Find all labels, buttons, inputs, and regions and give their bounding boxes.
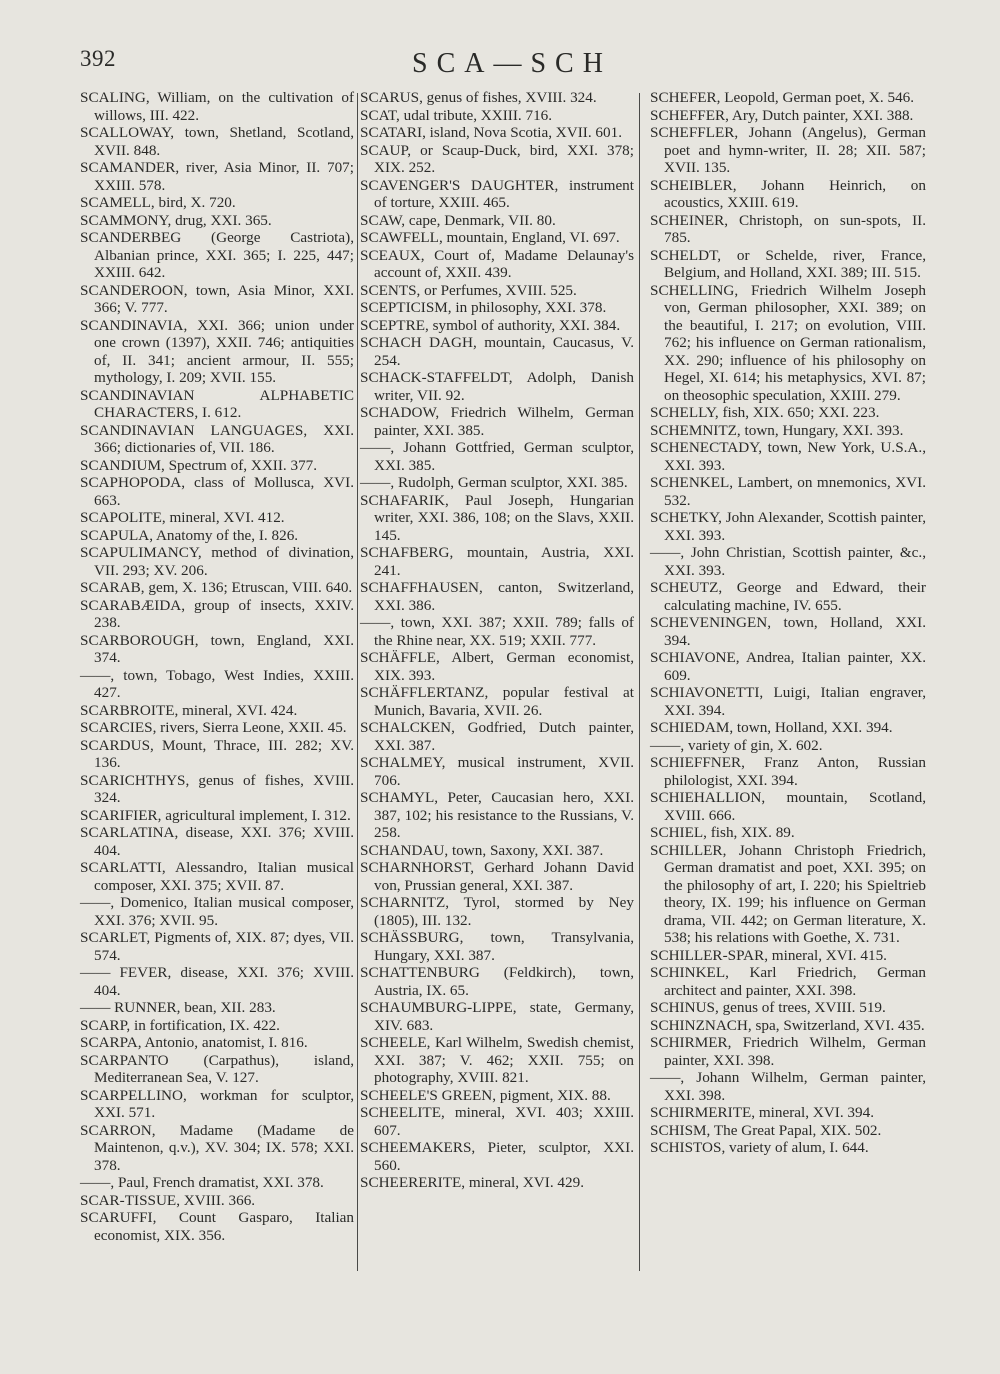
index-entry: SCAW, cape, Denmark, VII. 80.: [360, 211, 556, 229]
index-entry: SCHINZNACH, spa, Switzerland, XVI. 435.: [650, 1016, 925, 1034]
index-entry: SCAR-TISSUE, XVIII. 366.: [80, 1191, 256, 1209]
index-entry: ——, Paul, French dramatist, XXI. 378.: [80, 1174, 324, 1191]
index-entry: SCHELLY, fish, XIX. 650; XXI. 223.: [650, 404, 880, 421]
index-entry: SCAT, udal tribute, XXIII. 716.: [360, 106, 553, 124]
index-entry: SCHEFFER, Ary, Dutch painter, XXI. 388.: [650, 106, 914, 124]
index-entry: SCHANDAU, town, Saxony, XXI. 387.: [360, 841, 604, 859]
index-entry: SCARUFFI, Count Gasparo, Italian economist, XIX. 356.: [80, 1209, 354, 1244]
page-number: 392: [80, 46, 116, 71]
index-entry: SCHIRMER, Friedrich Wilhelm, German painter, XXI. 398.: [650, 1034, 926, 1069]
index-entry: SCALING, William, on the cultivation of willows, III. 422.: [80, 89, 354, 124]
index-entry: ——, Domenico, Italian musical composer, XXI. 376; XVII. 95.: [80, 894, 354, 929]
index-entry: SCAPOLITE, mineral, XVI. 412.: [80, 509, 285, 526]
index-entry: SCHEEMAKERS, Pieter, sculptor, XXI. 560.: [360, 1139, 634, 1174]
index-entry: SCARRON, Madame (Madame de Maintenon, q.v.), XV. 304; IX. 578; XXI. 378.: [80, 1121, 354, 1174]
index-entry: ——, Johann Wilhelm, German painter, XXI. 398.: [650, 1069, 926, 1104]
index-entry: SCANDIUM, Spectrum of, XXII. 377.: [80, 456, 318, 474]
index-entry: SCARCIES, rivers, Sierra Leone, XXII. 45.: [80, 719, 347, 736]
index-entry: SCAPULIMANCY, method of divination, VII. 293; XV. 206.: [80, 544, 354, 579]
index-entry: SCATARI, island, Nova Scotia, XVII. 601.: [360, 124, 623, 141]
index-entry: SCARPANTO (Carpathus), island, Mediterranean Sea, V. 127.: [80, 1051, 354, 1086]
index-entry: SCHACH DAGH, mountain, Caucasus, V. 254.: [360, 334, 634, 369]
index-entry: SCANDINAVIAN LANGUAGES, XXI. 366; dictionaries of, VII. 186.: [80, 421, 354, 456]
index-entry: SCARPA, Antonio, anatomist, I. 816.: [80, 1034, 308, 1051]
index-entry: SCHAFARIK, Paul Joseph, Hungarian writer, XXI. 386, 108; on the Slavs, XXII. 145.: [360, 491, 634, 544]
index-entry: SCHINKEL, Karl Friedrich, German architect and painter, XXI. 398.: [650, 964, 926, 999]
index-entry: SCARICHTHYS, genus of fishes, XVIII. 324.: [80, 771, 354, 806]
index-entry: SCHALCKEN, Godfried, Dutch painter, XXI. 387.: [360, 719, 634, 754]
index-entry: SCHINUS, genus of trees, XVIII. 519.: [650, 999, 886, 1016]
index-entry: SCALLOWAY, town, Shetland, Scotland, XVII. 848.: [80, 124, 354, 159]
index-entry: SCHEINER, Christoph, on sun-spots, II. 785.: [650, 211, 926, 246]
index-entry: ——, town, Tobago, West Indies, XXIII. 427.: [80, 666, 354, 701]
index-entry: SCHISM, The Great Papal, XIX. 502.: [650, 1121, 882, 1139]
index-entry: ——, John Christian, Scottish painter, &c., XXI. 393.: [650, 544, 926, 579]
index-entry: ——, variety of gin, X. 602.: [650, 736, 823, 754]
index-entry: SCARBOROUGH, town, England, XXI. 374.: [80, 631, 354, 666]
index-entry: SCHEELE'S GREEN, pigment, XIX. 88.: [360, 1086, 611, 1104]
index-entry: SCAUP, or Scaup-Duck, bird, XXI. 378; XIX. 252.: [360, 141, 634, 176]
index-entry: SCHIAVONETTI, Luigi, Italian engraver, XXI. 394.: [650, 684, 926, 719]
index-column-1: [80, 89, 354, 1244]
index-entry: SCHAUMBURG-LIPPE, state, Germany, XIV. 683.: [360, 999, 634, 1034]
index-entry: SCANDEROON, town, Asia Minor, XXI. 366; V. 777.: [80, 281, 354, 316]
index-entry: —— RUNNER, bean, XII. 283.: [80, 999, 276, 1016]
index-entry: SCHENKEL, Lambert, on mnemonics, XVI. 532.: [650, 474, 926, 509]
index-entry: SCHETKY, John Alexander, Scottish painter, XXI. 393.: [650, 509, 926, 544]
index-column-3: [650, 89, 926, 1157]
index-entry: SCHEFFLER, Johann (Angelus), German poet and hymn-writer, II. 28; XII. 587; XVII. 135.: [650, 124, 926, 176]
index-entry: SCHEUTZ, George and Edward, their calculating machine, IV. 655.: [650, 579, 926, 614]
index-entry: SCEPTICISM, in philosophy, XXI. 378.: [360, 299, 607, 316]
index-entry: SCHÄFFLE, Albert, German economist, XIX. 393.: [360, 649, 634, 684]
index-entry: SCEPTRE, symbol of authority, XXI. 384.: [360, 316, 621, 334]
index-entry: SCHEMNITZ, town, Hungary, XXI. 393.: [650, 421, 904, 439]
index-entry: SCHALMEY, musical instrument, XVII. 706.: [360, 754, 634, 789]
index-entry: SCHISTOS, variety of alum, I. 644.: [650, 1139, 869, 1156]
index-entry: SCHEELE, Karl Wilhelm, Swedish chemist, XXI. 387; V. 462; XXII. 755; on photography, XVIII. 821.: [360, 1034, 634, 1086]
index-entry: SCAPHOPODA, class of Mollusca, XVI. 663.: [80, 474, 354, 509]
index-entry: SCHIEHALLION, mountain, Scotland, XVIII. 666.: [650, 789, 926, 824]
index-entry: SCHAFBERG, mountain, Austria, XXI. 241.: [360, 544, 634, 579]
index-entry: —— FEVER, disease, XXI. 376; XVIII. 404.: [80, 964, 354, 999]
index-entry: SCARPELLINO, workman for sculptor, XXI. 571.: [80, 1086, 354, 1121]
index-entry: SCHILLER-SPAR, mineral, XVI. 415.: [650, 946, 887, 964]
index-entry: SCARLET, Pigments of, XIX. 87; dyes, VII. 574.: [80, 929, 354, 964]
index-entry: SCHAFFHAUSEN, canton, Switzerland, XXI. 386.: [360, 579, 634, 614]
index-entry: ——, town, XXI. 387; XXII. 789; falls of the Rhine near, XX. 519; XXII. 777.: [360, 614, 634, 649]
index-entry: SCANDERBEG (George Castriota), Albanian prince, XXI. 365; I. 225, 447; XXIII. 642.: [80, 229, 354, 281]
index-entry: SCAWFELL, mountain, England, VI. 697.: [360, 229, 620, 246]
index-entry: ——, Johann Gottfried, German sculptor, XXI. 385.: [360, 439, 634, 474]
index-entry: SCHIEFFNER, Franz Anton, Russian philologist, XXI. 394.: [650, 754, 926, 789]
index-entry: SCAMELL, bird, X. 720.: [80, 194, 236, 211]
index-entry: SCHIEDAM, town, Holland, XXI. 394.: [650, 719, 893, 736]
index-entry: SCARBROITE, mineral, XVI. 424.: [80, 701, 298, 719]
index-entry: SCAPULA, Anatomy of the, I. 826.: [80, 526, 299, 544]
index-entry: SCHENECTADY, town, New York, U.S.A., XXI. 393.: [650, 439, 926, 474]
index-entry: SCHEELITE, mineral, XVI. 403; XXIII. 607.: [360, 1104, 634, 1139]
index-entry: SCEAUX, Court of, Madame Delaunay's account of, XXII. 439.: [360, 246, 634, 281]
index-entry: SCHEVENINGEN, town, Holland, XXI. 394.: [650, 614, 926, 649]
index-entry: SCHADOW, Friedrich Wilhelm, German painter, XXI. 385.: [360, 404, 634, 439]
index-entry: SCARABÆIDA, group of insects, XXIV. 238.: [80, 596, 354, 631]
index-entry: SCANDINAVIA, XXI. 366; union under one crown (1397), XXII. 746; antiquities of, II. 341; ancient armour, II. 555; mythology, I. 209; XVII. 155.: [80, 316, 354, 386]
index-entry: ——, Rudolph, German sculptor, XXI. 385.: [360, 474, 628, 491]
index-entry: SCARDUS, Mount, Thrace, III. 282; XV. 136.: [80, 736, 354, 771]
index-entry: SCHIRMERITE, mineral, XVI. 394.: [650, 1104, 874, 1121]
column-divider: [639, 93, 640, 1271]
index-entry: SCARP, in fortification, IX. 422.: [80, 1016, 280, 1034]
column-divider: [357, 93, 358, 1271]
index-entry: SCARUS, genus of fishes, XVIII. 324.: [360, 89, 597, 106]
index-entry: SCHATTENBURG (Feldkirch), town, Austria, IX. 65.: [360, 964, 634, 999]
index-entry: SCHACK-STAFFELDT, Adolph, Danish writer, VII. 92.: [360, 369, 634, 404]
running-head: SCA—SCH: [412, 48, 612, 79]
index-entry: SCHELDT, or Schelde, river, France, Belgium, and Holland, XXI. 389; III. 515.: [650, 246, 926, 281]
index-entry: SCHARNHORST, Gerhard Johann David von, Prussian general, XXI. 387.: [360, 859, 634, 894]
index-entry: SCHAMYL, Peter, Caucasian hero, XXI. 387, 102; his resistance to the Russians, V. 258.: [360, 789, 634, 841]
index-entry: SCAMMONY, drug, XXI. 365.: [80, 211, 272, 229]
index-entry: SCANDINAVIAN ALPHABETIC CHARACTERS, I. 612.: [80, 386, 354, 421]
index-entry: SCHARNITZ, Tyrol, stormed by Ney (1805), III. 132.: [360, 894, 634, 929]
index-entry: SCHÄFFLERTANZ, popular festival at Munich, Bavaria, XVII. 26.: [360, 684, 634, 719]
index-entry: SCARLATINA, disease, XXI. 376; XVIII. 404.: [80, 824, 354, 859]
index-entry: SCAMANDER, river, Asia Minor, II. 707; XXIII. 578.: [80, 159, 354, 194]
index-column-2: [360, 89, 634, 1192]
index-entry: SCHEIBLER, Johann Heinrich, on acoustics, XXIII. 619.: [650, 176, 926, 211]
index-entry: SCAVENGER'S DAUGHTER, instrument of torture, XXIII. 465.: [360, 176, 634, 211]
index-entry: SCHIEL, fish, XIX. 89.: [650, 824, 795, 841]
index-entry: SCHILLER, Johann Christoph Friedrich, German dramatist and poet, XXI. 395; on the philosophy of art, I. 220; his Spieltrieb theory, IX. 199; his influence on German drama, VII. 442; on German literature, X. 538; his relations with Goethe, X. 731.: [650, 841, 926, 946]
index-entry: SCHÄSSBURG, town, Transylvania, Hungary, XXI. 387.: [360, 929, 634, 964]
index-entry: SCHELLING, Friedrich Wilhelm Joseph von, German philosopher, XXI. 389; on the beautiful, I. 217; on evolution, VIII. 762; his influence on German rationalism, XX. 290; influence of his philosophy on Hegel, XI. 614; his metaphysics, XVI. 87; on theosophic speculation, XXIII. 279.: [650, 281, 926, 404]
index-entry: SCENTS, or Perfumes, XVIII. 525.: [360, 281, 577, 299]
index-entry: SCHEFER, Leopold, German poet, X. 546.: [650, 89, 915, 106]
index-entry: SCARIFIER, agricultural implement, I. 312.: [80, 806, 351, 824]
index-entry: SCARAB, gem, X. 136; Etruscan, VIII. 640.: [80, 579, 353, 596]
index-entry: SCHEERERITE, mineral, XVI. 429.: [360, 1174, 584, 1191]
index-entry: SCARLATTI, Alessandro, Italian musical composer, XXI. 375; XVII. 87.: [80, 859, 354, 894]
index-entry: SCHIAVONE, Andrea, Italian painter, XX. 609.: [650, 649, 926, 684]
